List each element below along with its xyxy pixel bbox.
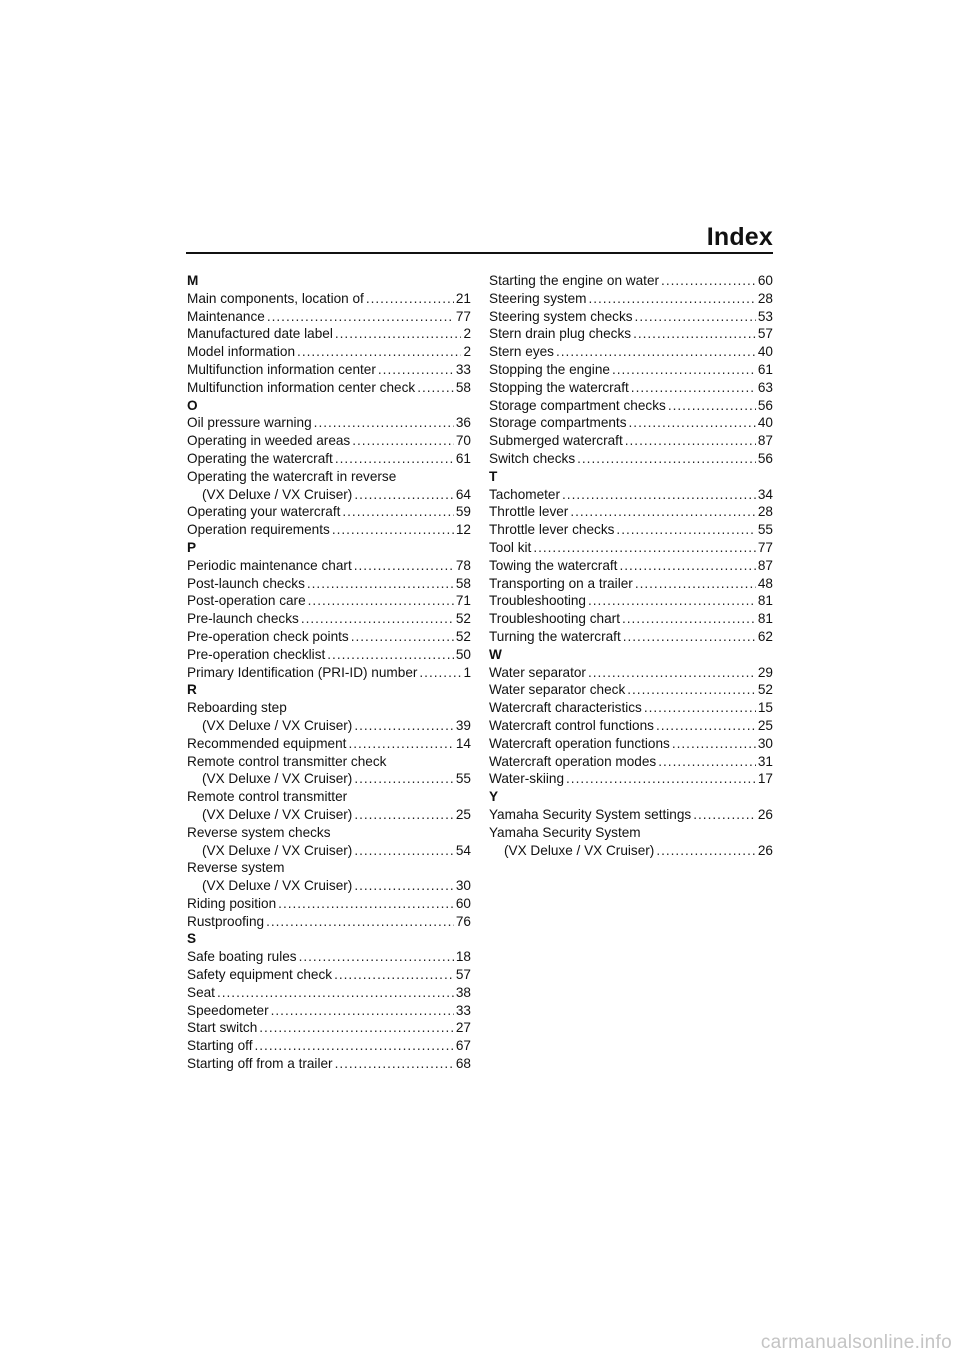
index-entry-page: 52: [455, 611, 471, 627]
index-entry: [187, 1037, 471, 1055]
index-entry-page: 50: [455, 646, 471, 662]
leader-dots: [335, 325, 462, 343]
leader-dots: [354, 842, 454, 860]
leader-dots: [612, 361, 756, 379]
index-entry: [489, 486, 773, 504]
index-entry-page: 61: [757, 361, 773, 377]
index-entry-label: Water-skiing: [489, 771, 565, 787]
index-letter-t: T: [489, 468, 498, 484]
index-entry-label: Stopping the watercraft: [489, 379, 629, 395]
index-entry-label: Pre-launch checks: [187, 611, 299, 627]
leader-dots: [354, 557, 454, 575]
index-entry-page: 30: [757, 735, 773, 751]
index-entry-page: 27: [455, 1020, 471, 1036]
index-entry-label: Main components, location of: [187, 290, 364, 306]
index-entry-page: 59: [455, 504, 471, 520]
leader-dots: [616, 521, 755, 539]
index-entry: [489, 414, 773, 432]
index-entry: [187, 646, 471, 664]
index-entry-page: 2: [463, 326, 471, 342]
index-entry-page: 87: [757, 433, 773, 449]
leader-dots: [267, 308, 454, 326]
index-entry-label: Starting the engine on water: [489, 273, 660, 288]
index-entry-page: 67: [455, 1038, 471, 1054]
leader-dots: [644, 699, 756, 717]
index-entry: [489, 539, 773, 557]
index-letter-p: P: [187, 539, 197, 555]
index-entry-label: (VX Deluxe / VX Cruiser): [202, 717, 353, 733]
index-entry-page: 17: [757, 771, 773, 787]
index-entry: [187, 966, 471, 984]
index-entry-page: 87: [757, 557, 773, 573]
leader-dots: [556, 343, 756, 361]
index-entry-label: (VX Deluxe / VX Cruiser): [504, 842, 655, 858]
leader-dots: [570, 503, 756, 521]
leader-dots: [619, 557, 755, 575]
index-entry: [489, 575, 773, 593]
index-entry-label: Post-operation care: [187, 593, 306, 609]
index-entry-page: 26: [757, 842, 773, 858]
index-entry: [187, 984, 471, 1002]
index-entry: [187, 486, 471, 504]
index-letter-r: R: [187, 682, 197, 698]
leader-dots: [417, 379, 454, 397]
index-entry-label: Start switch: [187, 1020, 258, 1036]
index-entry-heading: Operating the watercraft in reverse: [187, 468, 397, 484]
index-entry-label: Operating your watercraft: [187, 504, 341, 520]
index-entry-page: 70: [455, 433, 471, 449]
index-entry-label: Recommended equipment: [187, 735, 347, 751]
index-entry-label: Rustproofing: [187, 913, 265, 929]
index-entry-label: Periodic maintenance chart: [187, 557, 352, 573]
index-entry: [187, 628, 471, 646]
index-entry: [187, 414, 471, 432]
index-entry-page: 64: [455, 486, 471, 502]
index-entry-page: 55: [757, 522, 773, 538]
index-entry-page: 36: [455, 415, 471, 431]
index-entry: [187, 806, 471, 824]
index-entry-page: 12: [455, 522, 471, 538]
index-entry-label: Pre-operation check points: [187, 628, 349, 644]
index-entry: [489, 557, 773, 575]
index-entry: [187, 664, 471, 682]
leader-dots: [588, 290, 755, 308]
index-entry: [187, 717, 471, 735]
leader-dots: [378, 361, 454, 379]
index-entry-label: Multifunction information center check: [187, 379, 416, 395]
index-entry-label: Starting off from a trailer: [187, 1056, 333, 1072]
leader-dots: [348, 735, 453, 753]
index-entry-label: Manufactured date label: [187, 326, 333, 342]
index-entry-page: 76: [455, 913, 471, 929]
leader-dots: [255, 1037, 454, 1055]
index-entry-label: (VX Deluxe / VX Cruiser): [202, 486, 353, 502]
index-entry-page: 52: [757, 682, 773, 698]
leader-dots: [635, 575, 756, 593]
index-entry-page: 78: [455, 557, 471, 573]
index-entry-label: Operating the watercraft: [187, 450, 333, 466]
index-entry-label: Water separator: [489, 664, 586, 680]
leader-dots: [635, 308, 756, 326]
index-entry-label: Yamaha Security System settings: [489, 806, 692, 822]
index-entry: [489, 521, 773, 539]
index-column-left: [187, 272, 471, 1073]
index-entry-label: Troubleshooting chart: [489, 611, 620, 627]
index-entry-label: Watercraft operation modes: [489, 753, 657, 769]
index-entry: [187, 325, 471, 343]
index-entry-label: Troubleshooting: [489, 593, 586, 609]
leader-dots: [366, 290, 454, 308]
leader-dots: [623, 628, 756, 646]
index-entry-page: 55: [455, 771, 471, 787]
index-entry-heading: Reverse system: [187, 860, 285, 876]
leader-dots: [622, 610, 756, 628]
index-letter-o: O: [187, 397, 198, 413]
index-entry-label: Riding position: [187, 895, 277, 911]
index-entry-label: Watercraft control functions: [489, 717, 654, 733]
index-entry-page: 63: [757, 379, 773, 395]
index-entry-page: 62: [757, 628, 773, 644]
leader-dots: [354, 717, 454, 735]
leader-dots: [588, 664, 756, 682]
leader-dots: [351, 628, 454, 646]
leader-dots: [562, 486, 756, 504]
leader-dots: [301, 610, 454, 628]
index-entry: [489, 842, 773, 860]
index-entry: [489, 610, 773, 628]
index-entry-page: 60: [757, 273, 773, 288]
index-entry-page: 58: [455, 575, 471, 591]
index-entry-page: 21: [455, 290, 471, 306]
index-entry: [187, 877, 471, 895]
leader-dots: [633, 325, 756, 343]
index-letter-y: Y: [489, 789, 499, 805]
index-entry-label: (VX Deluxe / VX Cruiser): [202, 878, 353, 894]
index-entry: [187, 1002, 471, 1020]
index-entry: [187, 895, 471, 913]
index-entry-heading: Remote control transmitter check: [187, 753, 387, 769]
leader-dots: [354, 770, 454, 788]
leader-dots: [217, 984, 454, 1002]
leader-dots: [354, 806, 454, 824]
index-entry: [489, 770, 773, 788]
watermark: carmanualsonline.info: [760, 1332, 952, 1353]
leader-dots: [672, 735, 756, 753]
index-entry-label: Watercraft characteristics: [489, 700, 642, 716]
index-entry: [489, 308, 773, 326]
index-entry-label: Steering system checks: [489, 308, 633, 324]
index-entry: [489, 325, 773, 343]
leader-dots: [566, 770, 756, 788]
index-entry-label: (VX Deluxe / VX Cruiser): [202, 771, 353, 787]
index-entry: [187, 503, 471, 521]
index-entry-page: 29: [757, 664, 773, 680]
index-entry-label: Speedometer: [187, 1002, 269, 1018]
index-entry-label: Throttle lever: [489, 504, 569, 520]
index-entry-label: Storage compartments: [489, 415, 627, 431]
index-entry-label: Operating in weeded areas: [187, 433, 351, 449]
index-entry-page: 77: [757, 539, 773, 555]
index-entry-page: 18: [455, 949, 471, 965]
leader-dots: [629, 414, 756, 432]
index-entry: [489, 450, 773, 468]
leader-dots: [259, 1019, 454, 1037]
index-entry: [187, 948, 471, 966]
index-entry: [187, 379, 471, 397]
page-title: Index: [706, 223, 773, 251]
index-entry-label: Steering system: [489, 290, 587, 306]
index-entry-page: 31: [757, 753, 773, 769]
index-entry-label: Safety equipment check: [187, 967, 333, 983]
index-entry-heading: Reboarding step: [187, 700, 287, 716]
index-entry-page: 33: [455, 361, 471, 377]
index-entry-label: (VX Deluxe / VX Cruiser): [202, 842, 353, 858]
leader-dots: [342, 503, 454, 521]
index-entry: [187, 361, 471, 379]
index-entry-label: Towing the watercraft: [489, 557, 618, 573]
index-entry-page: 57: [757, 326, 773, 342]
leader-dots: [307, 575, 454, 593]
index-entry-page: 56: [757, 397, 773, 413]
index-entry: [187, 521, 471, 539]
index-entry-page: 57: [455, 967, 471, 983]
index-entry: [489, 361, 773, 379]
index-entry-label: Seat: [187, 984, 215, 1000]
index-entry: [187, 1055, 471, 1073]
index-letter-w: W: [489, 646, 502, 662]
leader-dots: [271, 1002, 454, 1020]
index-entry-label: Multifunction information center: [187, 361, 376, 377]
index-entry: [489, 664, 773, 682]
index-entry: [187, 913, 471, 931]
index-entry-label: Oil pressure warning: [187, 415, 312, 431]
index-entry-page: 68: [455, 1056, 471, 1072]
leader-dots: [533, 539, 756, 557]
index-entry: [187, 592, 471, 610]
index-entry-label: Water separator check: [489, 682, 626, 698]
leader-dots: [419, 664, 461, 682]
index-entry-heading: Remote control transmitter: [187, 789, 348, 805]
leader-dots: [352, 432, 454, 450]
index-entry: [489, 503, 773, 521]
index-entry-page: 40: [757, 415, 773, 431]
index-entry-label: Operation requirements: [187, 522, 330, 538]
leader-dots: [631, 379, 756, 397]
index-entry-page: 61: [455, 450, 471, 466]
index-entry: [489, 753, 773, 771]
index-entry-page: 28: [757, 290, 773, 306]
index-entry-page: 40: [757, 344, 773, 360]
index-entry-page: 81: [757, 611, 773, 627]
index-entry-label: Stern drain plug checks: [489, 326, 632, 342]
index-entry-label: (VX Deluxe / VX Cruiser): [202, 806, 353, 822]
index-entry: [187, 610, 471, 628]
index-entry-label: Safe boating rules: [187, 949, 297, 965]
leader-dots: [658, 753, 756, 771]
leader-dots: [656, 842, 756, 860]
index-entry: [187, 1019, 471, 1037]
leader-dots: [278, 895, 454, 913]
index-entry-page: 33: [455, 1002, 471, 1018]
index-entry-label: Stern eyes: [489, 344, 554, 360]
index-entry-page: 60: [455, 895, 471, 911]
leader-dots: [588, 592, 756, 610]
index-entry-page: 58: [455, 379, 471, 395]
index-entry-page: 15: [757, 700, 773, 716]
index-entry: [489, 699, 773, 717]
index-entry: [489, 432, 773, 450]
index-entry: [489, 628, 773, 646]
index-entry-page: 14: [455, 735, 471, 751]
index-entry: [489, 397, 773, 415]
index-entry-label: Maintenance: [187, 308, 265, 324]
index-entry-page: 1: [463, 664, 471, 680]
index-entry-label: Stopping the engine: [489, 361, 610, 377]
leader-dots: [335, 450, 454, 468]
index-entry: [489, 806, 773, 824]
leader-dots: [577, 450, 756, 468]
index-entry: [489, 717, 773, 735]
index-entry-label: Pre-operation checklist: [187, 646, 326, 662]
index-entry-label: Watercraft operation functions: [489, 735, 670, 751]
index-entry-page: 56: [757, 450, 773, 466]
leader-dots: [661, 272, 756, 290]
index-entry-page: 71: [455, 593, 471, 609]
leader-dots: [334, 966, 454, 984]
index-entry-label: Starting off: [187, 1038, 253, 1054]
index-entry-page: 52: [455, 628, 471, 644]
leader-dots: [314, 414, 454, 432]
leader-dots: [332, 521, 454, 539]
index-entry-label: Turning the watercraft: [489, 628, 621, 644]
leader-dots: [299, 948, 454, 966]
index-entry: [187, 557, 471, 575]
index-entry-page: 53: [757, 308, 773, 324]
index-entry: [489, 735, 773, 753]
index-entry: [187, 343, 471, 361]
index-entry: [187, 770, 471, 788]
leader-dots: [266, 913, 454, 931]
index-entry: [489, 681, 773, 699]
index-entry: [187, 290, 471, 308]
index-entry-page: 28: [757, 504, 773, 520]
leader-dots: [327, 646, 454, 664]
index-entry: [489, 592, 773, 610]
index-entry-heading: Yamaha Security System: [489, 824, 641, 840]
index-entry-label: Submerged watercraft: [489, 433, 623, 449]
index-entry: [187, 450, 471, 468]
index-entry-page: 25: [757, 717, 773, 733]
leader-dots: [627, 681, 756, 699]
index-entry-page: 30: [455, 878, 471, 894]
title-rule: [186, 252, 773, 254]
index-letter-s: S: [187, 931, 197, 947]
leader-dots: [693, 806, 756, 824]
index-entry-label: Model information: [187, 344, 296, 360]
leader-dots: [335, 1055, 454, 1073]
index-entry-page: 25: [455, 806, 471, 822]
index-entry: [489, 272, 773, 290]
index-entry-page: 26: [757, 806, 773, 822]
index-entry-label: Tachometer: [489, 486, 561, 502]
leader-dots: [668, 397, 756, 415]
index-entry-page: 2: [463, 344, 471, 360]
index-entry-page: 81: [757, 593, 773, 609]
index-entry: [489, 343, 773, 361]
index-entry-label: Tool kit: [489, 539, 532, 555]
index-entry: [187, 735, 471, 753]
leader-dots: [308, 592, 454, 610]
index-entry: [489, 379, 773, 397]
index-entry-label: Post-launch checks: [187, 575, 305, 591]
index-entry-page: 77: [455, 308, 471, 324]
index-entry: [489, 290, 773, 308]
index-entry-heading: Reverse system checks: [187, 824, 331, 840]
index-entry: [187, 432, 471, 450]
index-entry-label: Switch checks: [489, 450, 576, 466]
index-entry-page: 39: [455, 717, 471, 733]
index-entry-page: 54: [455, 842, 471, 858]
leader-dots: [656, 717, 756, 735]
leader-dots: [625, 432, 756, 450]
index-column-right: [489, 272, 773, 859]
index-entry-page: 38: [455, 984, 471, 1000]
index-letter-m: M: [187, 273, 199, 288]
index-entry: [187, 842, 471, 860]
index-entry-page: 34: [757, 486, 773, 502]
leader-dots: [354, 486, 454, 504]
leader-dots: [354, 877, 454, 895]
index-entry-label: Primary Identification (PRI-ID) number: [187, 664, 418, 680]
index-entry: [187, 575, 471, 593]
index-entry: [187, 308, 471, 326]
index-entry-label: Throttle lever checks: [489, 522, 615, 538]
index-entry-label: Storage compartment checks: [489, 397, 666, 413]
leader-dots: [297, 343, 461, 361]
index-entry-label: Transporting on a trailer: [489, 575, 633, 591]
index-entry-page: 48: [757, 575, 773, 591]
